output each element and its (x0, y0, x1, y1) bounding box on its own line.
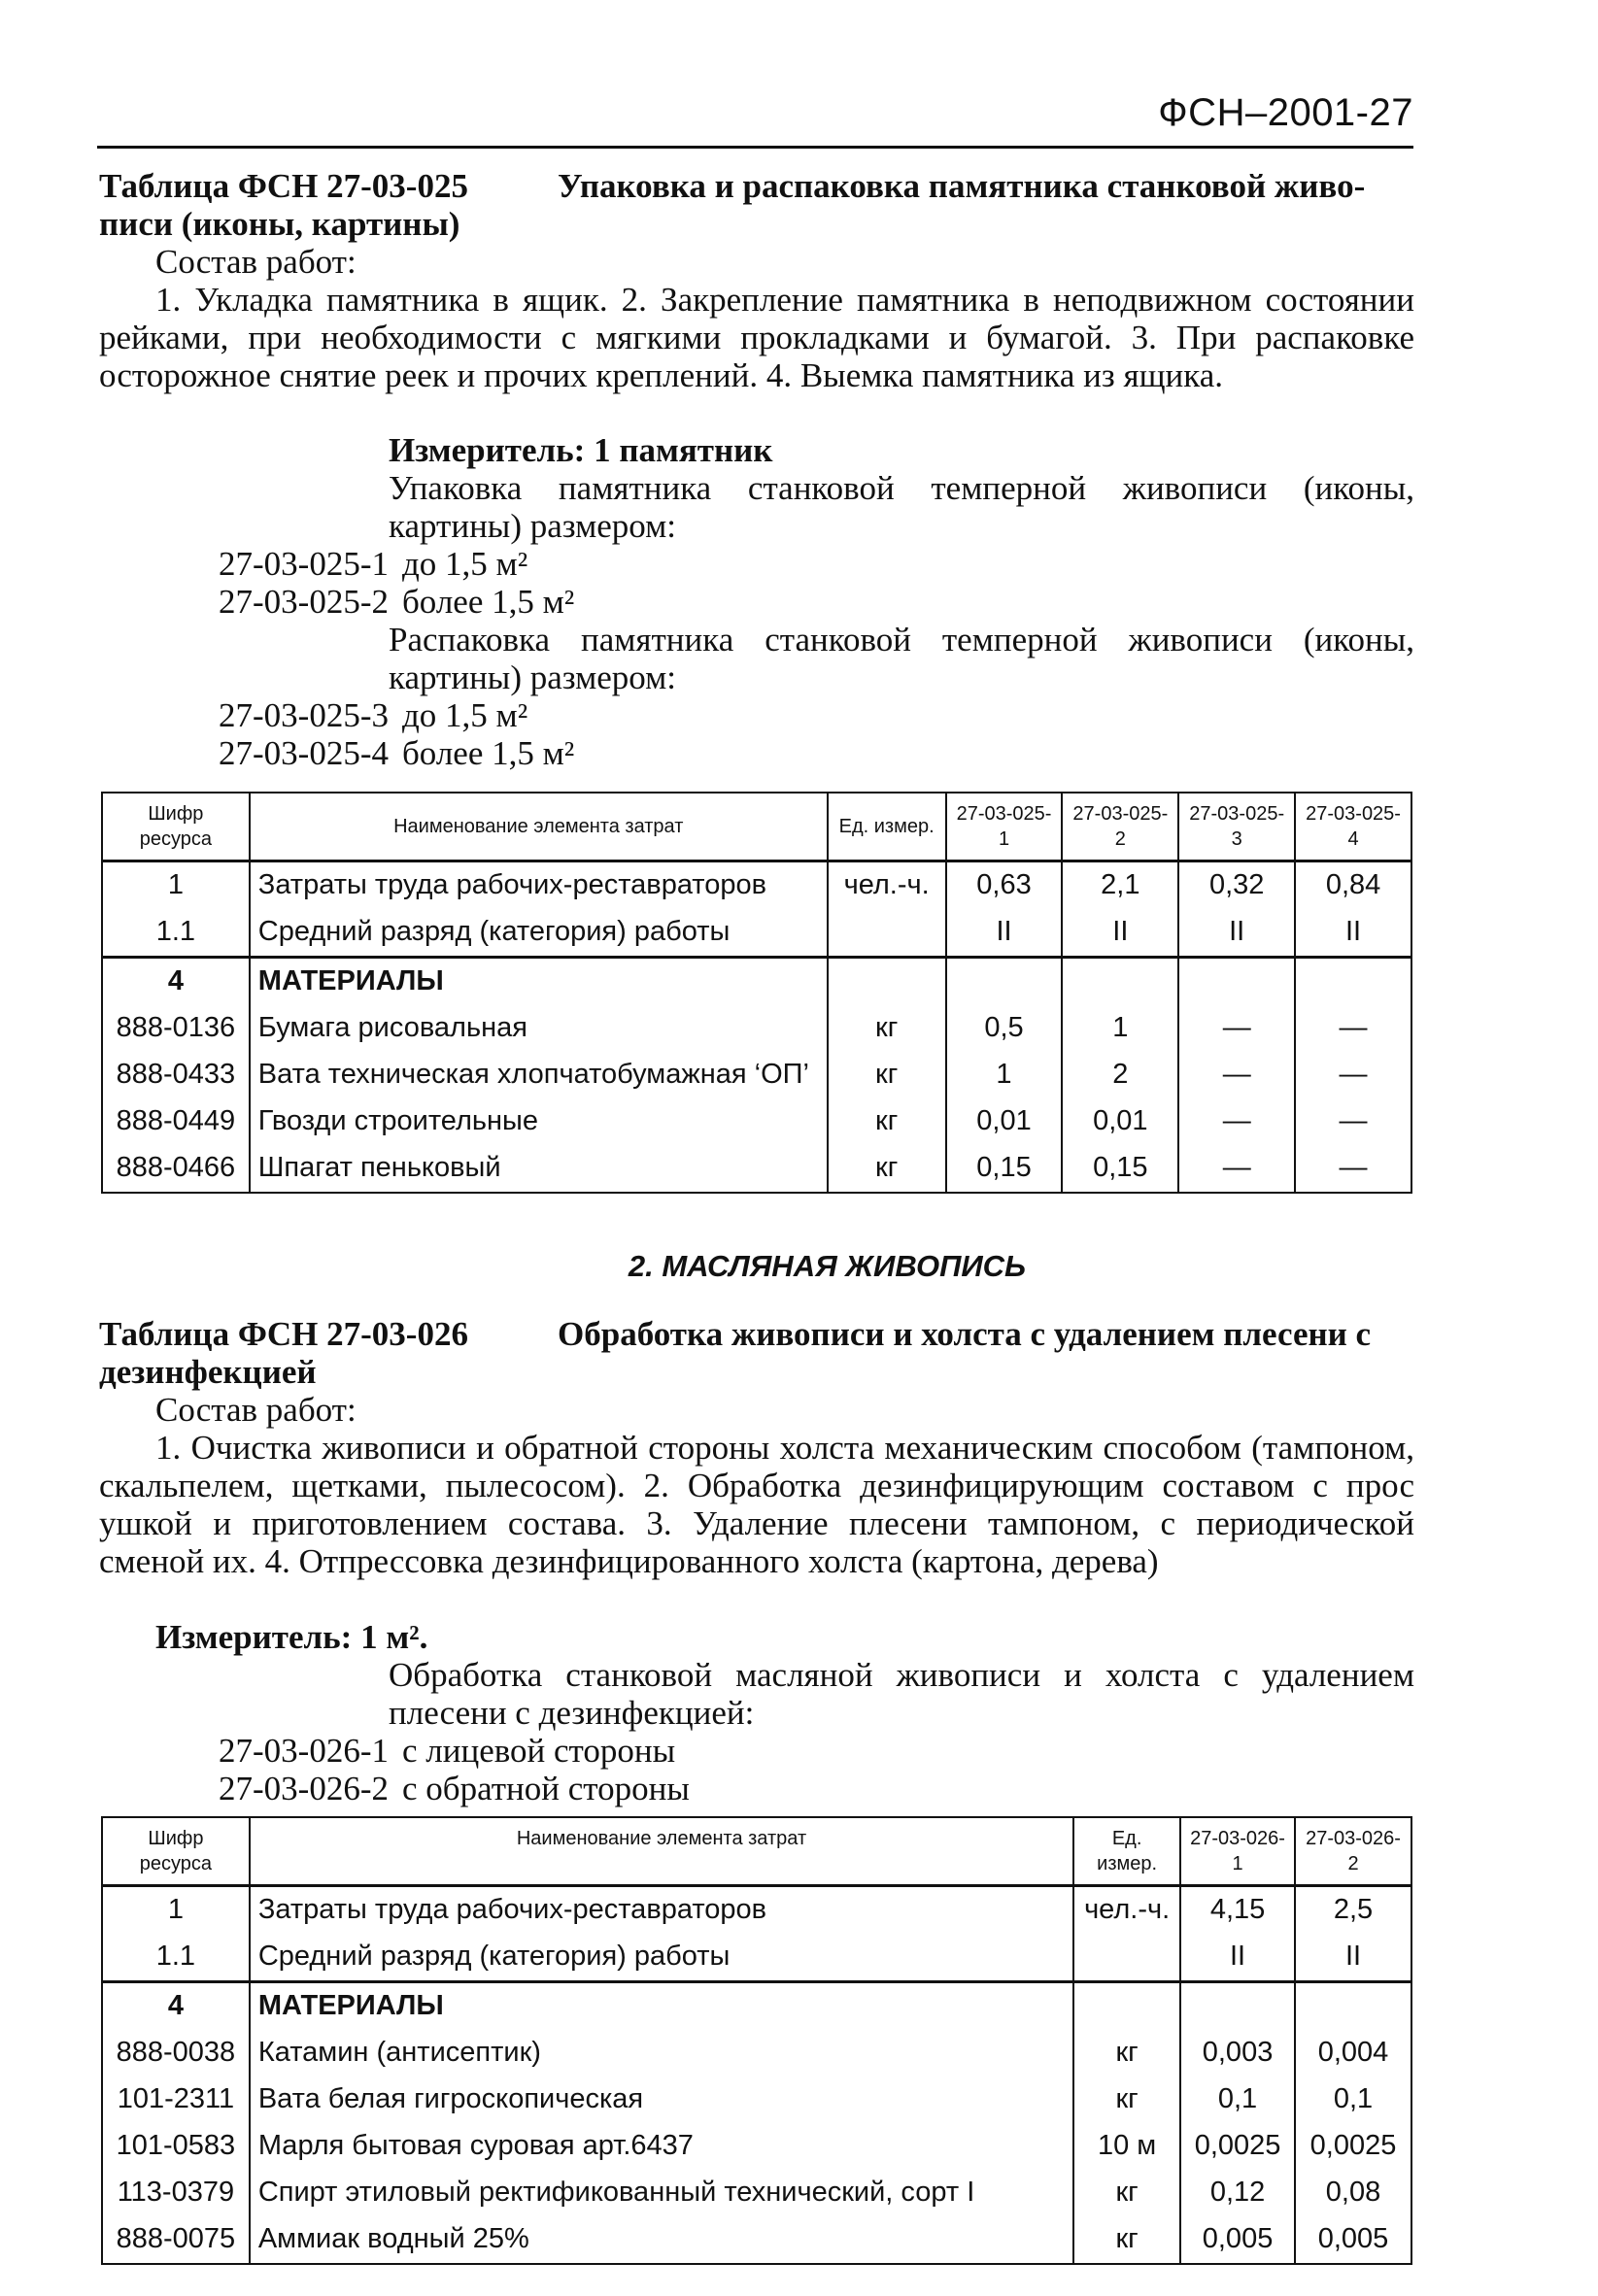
cell-code: 4 (102, 1981, 250, 2030)
table-row (102, 1052, 1411, 1098)
cell-value (1180, 1981, 1295, 2030)
item-desc: более 1,5 м² (402, 734, 575, 772)
cell-code: 1 (102, 1885, 250, 1934)
item-desc: до 1,5 м² (402, 696, 528, 734)
cell-name: Бумага рисовальная (250, 1005, 828, 1052)
cell-value: 0,63 (946, 861, 1063, 909)
cell-unit: чел.-ч. (828, 861, 946, 909)
table1-title (99, 167, 1414, 243)
cell-value: — (1295, 1005, 1411, 1052)
cell-value: 2,5 (1295, 1885, 1411, 1934)
table-row (102, 1098, 1411, 1145)
cell-unit: кг (828, 1145, 946, 1193)
cell-code: 888-0433 (102, 1052, 250, 1098)
cell-value: 0,003 (1180, 2030, 1295, 2077)
cell-name: Средний разряд (категория) работы (250, 1934, 1073, 1982)
table1-subheads (99, 431, 1414, 772)
cell-code: 888-0449 (102, 1098, 250, 1145)
table-row (102, 2077, 1411, 2123)
cell-value: 4,15 (1180, 1885, 1295, 1934)
cell-value: II (1062, 909, 1178, 958)
table2-composition-label: Состав работ: (155, 1391, 357, 1429)
cell-unit: кг (828, 1098, 946, 1145)
cell-value: 1 (946, 1052, 1063, 1098)
table1-item (99, 545, 1414, 583)
table1-meter: Измеритель: 1 памятник (389, 431, 773, 469)
cell-value: — (1295, 1052, 1411, 1098)
table-header-row (102, 793, 1411, 861)
col-value-header: 27-03-025-1 (946, 793, 1063, 861)
table-row (102, 2030, 1411, 2077)
cell-unit (828, 909, 946, 958)
cell-value: 0,15 (946, 1145, 1063, 1193)
cell-unit: кг (1073, 2170, 1180, 2216)
cell-value: 0,0025 (1180, 2123, 1295, 2170)
col-value-header: 27-03-025-3 (1178, 793, 1295, 861)
cell-value (1178, 957, 1295, 1005)
table1-group1-text: Упаковка памятника станковой темперной живописи (иконы, картины) размером: (389, 469, 1414, 545)
col-unit-header: Ед. измер. (1073, 1817, 1180, 1885)
col-value-header: 27-03-025-2 (1062, 793, 1178, 861)
col-value-header: 27-03-026-2 (1295, 1817, 1411, 1885)
section-title: 2. МАСЛЯНАЯ ЖИВОПИСЬ (628, 1249, 1026, 1283)
item-code: 27-03-025-2 (219, 583, 389, 621)
cell-name: Вата белая гигроскопическая (250, 2077, 1073, 2123)
cell-code: 1.1 (102, 909, 250, 958)
item-code: 27-03-025-1 (219, 545, 389, 583)
table-row (102, 2123, 1411, 2170)
cell-unit: чел.-ч. (1073, 1885, 1180, 1934)
cell-unit: кг (1073, 2077, 1180, 2123)
table2-item (99, 1732, 1414, 1770)
table-row (102, 861, 1411, 909)
cell-name: Вата техническая хлопчатобумажная ‘ОП’ (250, 1052, 828, 1098)
cell-unit (828, 957, 946, 1005)
cell-name: МАТЕРИАЛЫ (250, 1981, 1073, 2030)
cell-value: 0,01 (1062, 1098, 1178, 1145)
cell-unit: кг (1073, 2216, 1180, 2264)
table1-item (99, 696, 1414, 734)
cell-value: — (1178, 1005, 1295, 1052)
cell-value: 2,1 (1062, 861, 1178, 909)
resource-table-2 (101, 1816, 1412, 2265)
table2-meter: Измеритель: 1 м². (155, 1618, 428, 1656)
col-code-header: Шифр ресурса (102, 1817, 250, 1885)
table-row (102, 1005, 1411, 1052)
cell-name: Гвозди строительные (250, 1098, 828, 1145)
cell-unit (1073, 1981, 1180, 2030)
table-row (102, 1934, 1411, 1982)
item-code: 27-03-025-4 (219, 734, 389, 772)
table1-title-line1: Упаковка и распаковка памятника станковой живо- (558, 167, 1366, 205)
item-code: 27-03-026-1 (219, 1732, 389, 1770)
cell-name: Средний разряд (категория) работы (250, 909, 828, 958)
table-row (102, 2216, 1411, 2264)
item-desc: до 1,5 м² (402, 545, 528, 583)
cell-name: МАТЕРИАЛЫ (250, 957, 828, 1005)
cell-code: 888-0038 (102, 2030, 250, 2077)
cell-code: 4 (102, 957, 250, 1005)
cell-value: II (946, 909, 1063, 958)
cell-value: 0,08 (1295, 2170, 1411, 2216)
cell-value: 0,01 (946, 1098, 1063, 1145)
cell-value: 0,1 (1295, 2077, 1411, 2123)
cell-name: Катамин (антисептик) (250, 2030, 1073, 2077)
table-row (102, 2170, 1411, 2216)
cell-value: 0,5 (946, 1005, 1063, 1052)
table2-item (99, 1770, 1414, 1807)
table2-group1-text: Обработка станковой масляной живописи и холста с удалением плесени с дезинфекцией: (389, 1656, 1414, 1732)
cell-value: — (1178, 1145, 1295, 1193)
col-unit-header: Ед. измер. (828, 793, 946, 861)
cell-value: II (1180, 1934, 1295, 1982)
item-desc: более 1,5 м² (402, 583, 575, 621)
resource-table-1 (101, 792, 1412, 1194)
cell-name: Шпагат пеньковый (250, 1145, 828, 1193)
cell-value: 2 (1062, 1052, 1178, 1098)
cell-value: II (1178, 909, 1295, 958)
table1-number: Таблица ФСН 27-03-025 (99, 167, 468, 205)
item-code: 27-03-025-3 (219, 696, 389, 734)
col-name-header: Наименование элемента затрат (250, 1817, 1073, 1885)
table2-composition-text: 1. Очистка живописи и обратной стороны холста механическим способом (тампоном, скальпелем, щетками, пылесосом). 2. Обработка дезинфицирующим составом с прос ушкой и приготовлением состава. 3. Удаление плесени тампоном, с периодической сменой их. 4. Отпрессовка дезинфицированного холста (картона, дерева) (99, 1429, 1414, 1580)
table-row (102, 1885, 1411, 1934)
table-header-row (102, 1817, 1411, 1885)
cell-value: — (1178, 1098, 1295, 1145)
cell-value: 0,12 (1180, 2170, 1295, 2216)
cell-unit: кг (1073, 2030, 1180, 2077)
cell-unit: кг (828, 1005, 946, 1052)
cell-value: II (1295, 1934, 1411, 1982)
cell-value: — (1178, 1052, 1295, 1098)
col-value-header: 27-03-026-1 (1180, 1817, 1295, 1885)
cell-name: Затраты труда рабочих-реставраторов (250, 861, 828, 909)
table1-composition-text: 1. Укладка памятника в ящик. 2. Закрепление памятника в неподвижном состоянии рейками, при необходимости с мягкими прокладками и бумагой. 3. При распаковке осторожное снятие реек и прочих креплений. 4. Выемка памятника из ящика. (99, 281, 1414, 394)
cell-value: 0,004 (1295, 2030, 1411, 2077)
table-row (102, 1981, 1411, 2030)
table2-number: Таблица ФСН 27-03-026 (99, 1315, 468, 1353)
table2-title (99, 1315, 1414, 1391)
table-row (102, 909, 1411, 958)
cell-code: 113-0379 (102, 2170, 250, 2216)
cell-value: — (1295, 1145, 1411, 1193)
cell-name: Спирт этиловый ректификованный технический, сорт I (250, 2170, 1073, 2216)
col-value-header: 27-03-025-4 (1295, 793, 1411, 861)
table1-item (99, 583, 1414, 621)
cell-code: 888-0466 (102, 1145, 250, 1193)
cell-value: 0,0025 (1295, 2123, 1411, 2170)
cell-value (946, 957, 1063, 1005)
table1-title-line2: писи (иконы, картины) (99, 205, 460, 243)
cell-code: 101-0583 (102, 2123, 250, 2170)
document-code: ФСН–2001-27 (1158, 91, 1413, 134)
table1-item (99, 734, 1414, 772)
table1-group2-text: Распаковка памятника станковой темперной живописи (иконы, картины) размером: (389, 621, 1414, 696)
cell-value (1062, 957, 1178, 1005)
cell-value: 0,84 (1295, 861, 1411, 909)
cell-value: 0,32 (1178, 861, 1295, 909)
cell-value: 0,005 (1295, 2216, 1411, 2264)
cell-name: Марля бытовая суровая арт.6437 (250, 2123, 1073, 2170)
cell-value: II (1295, 909, 1411, 958)
cell-unit (1073, 1934, 1180, 1982)
item-desc: с обратной стороны (402, 1770, 690, 1807)
cell-name: Затраты труда рабочих-реставраторов (250, 1885, 1073, 1934)
table-row (102, 957, 1411, 1005)
table1-composition-label: Состав работ: (155, 243, 357, 281)
cell-value (1295, 1981, 1411, 2030)
col-name-header: Наименование элемента затрат (250, 793, 828, 861)
cell-code: 1.1 (102, 1934, 250, 1982)
item-desc: с лицевой стороны (402, 1732, 676, 1770)
col-code-header: Шифр ресурса (102, 793, 250, 861)
table-row (102, 1145, 1411, 1193)
cell-name: Аммиак водный 25% (250, 2216, 1073, 2264)
cell-code: 888-0136 (102, 1005, 250, 1052)
cell-unit: кг (828, 1052, 946, 1098)
table2-title-line2: дезинфекцией (99, 1353, 317, 1391)
cell-value: 0,005 (1180, 2216, 1295, 2264)
cell-value: 0,15 (1062, 1145, 1178, 1193)
cell-unit: 10 м (1073, 2123, 1180, 2170)
cell-value: 1 (1062, 1005, 1178, 1052)
table2-title-line1: Обработка живописи и холста с удалением плесени с (558, 1315, 1372, 1353)
page-header (97, 85, 1413, 149)
cell-code: 888-0075 (102, 2216, 250, 2264)
item-code: 27-03-026-2 (219, 1770, 389, 1807)
cell-value: — (1295, 1098, 1411, 1145)
cell-value (1295, 957, 1411, 1005)
cell-code: 1 (102, 861, 250, 909)
cell-code: 101-2311 (102, 2077, 250, 2123)
cell-value: 0,1 (1180, 2077, 1295, 2123)
table2-subheads (99, 1656, 1414, 1807)
